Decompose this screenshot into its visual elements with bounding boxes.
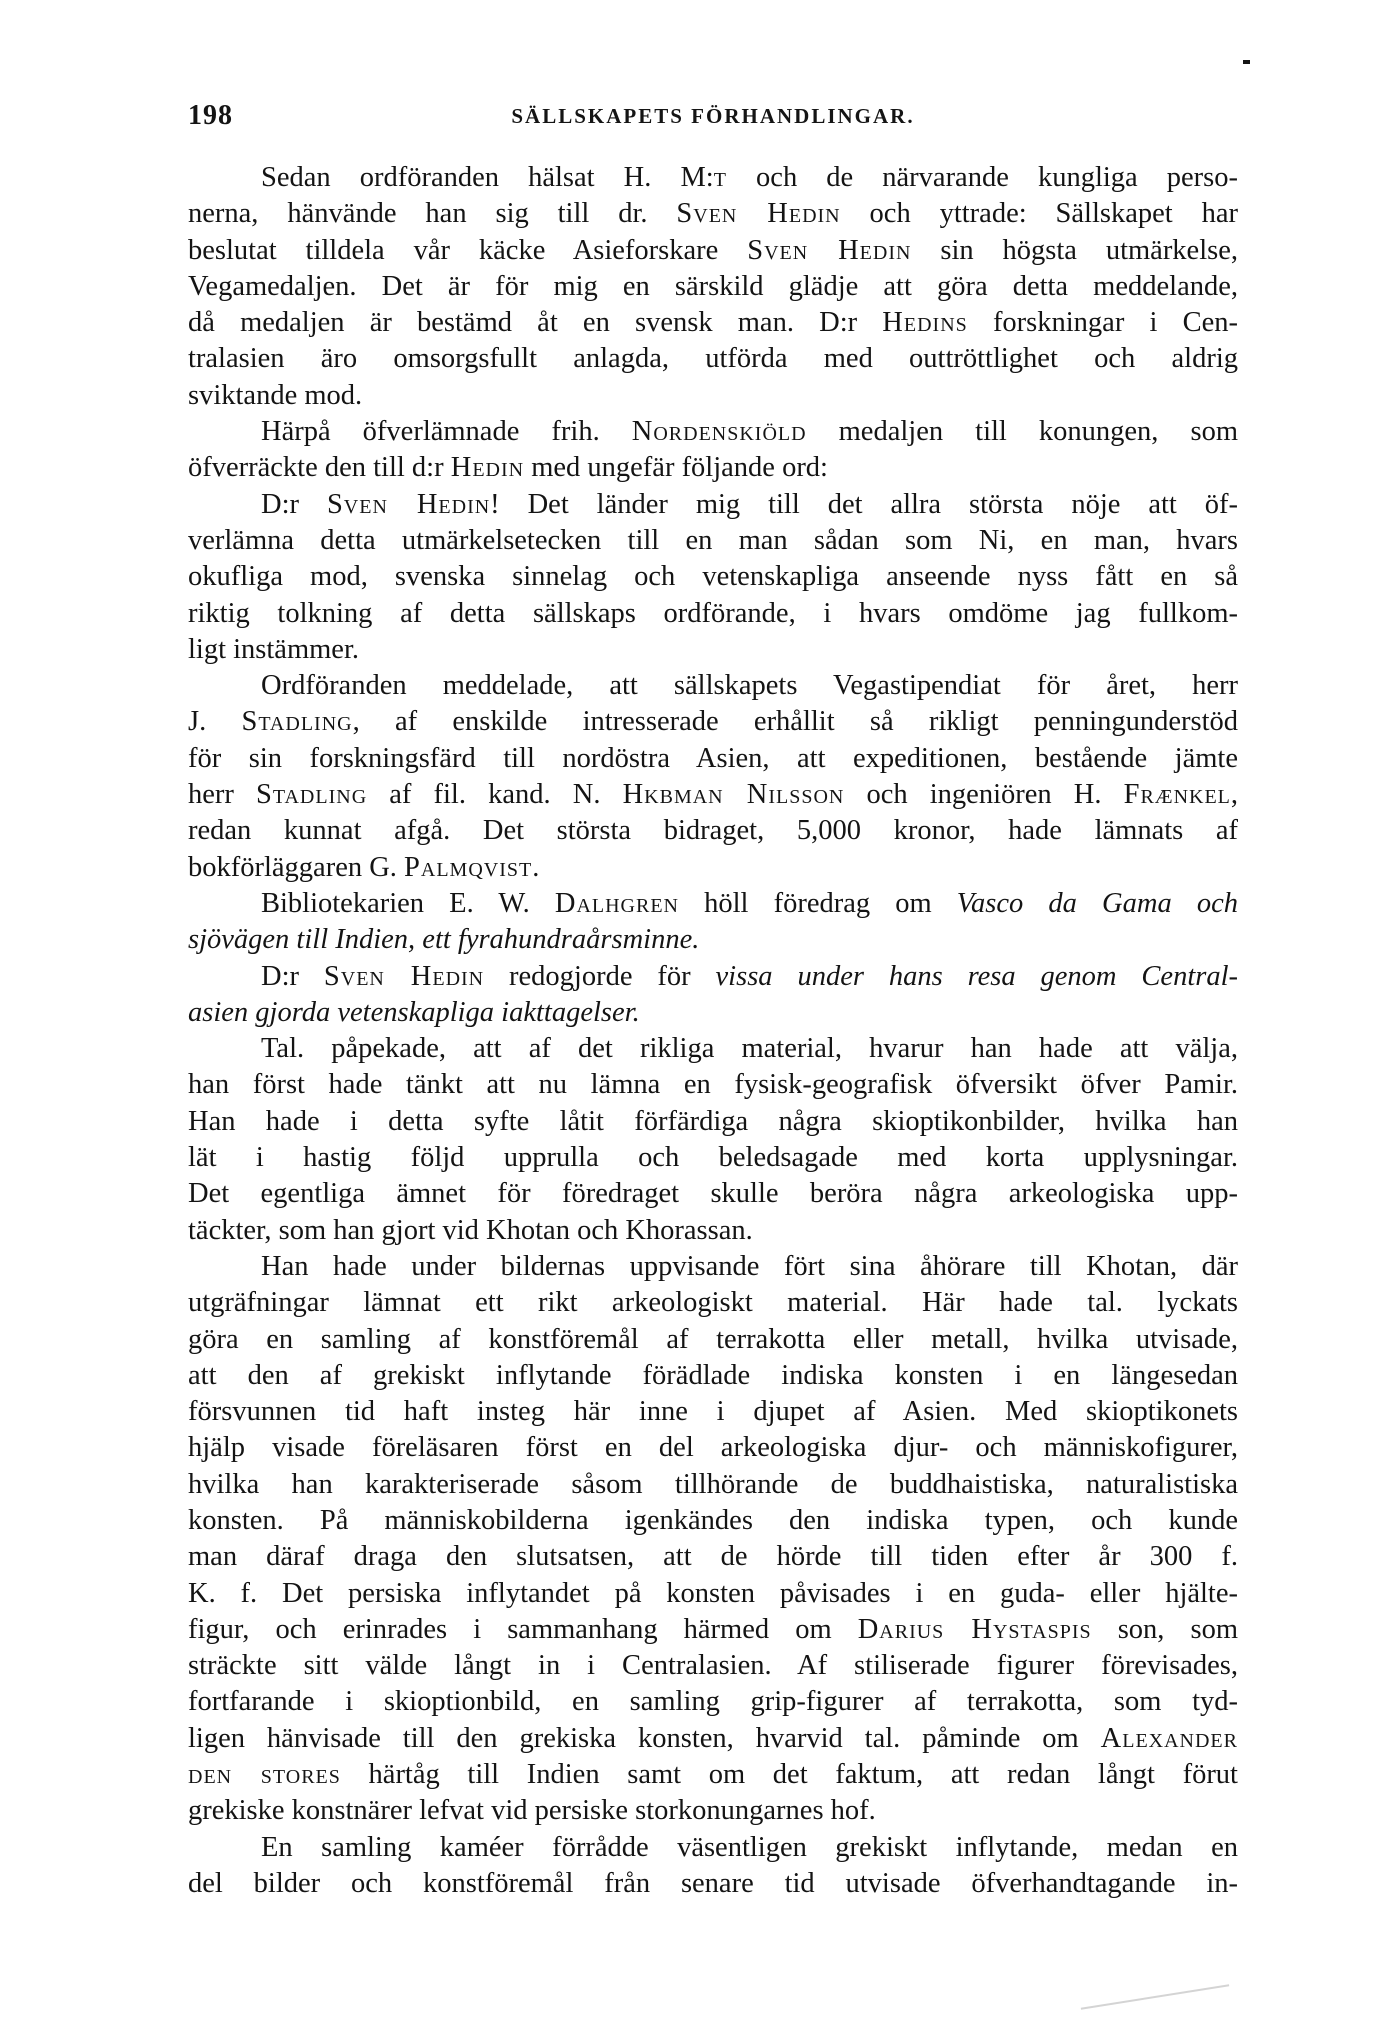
text-line bbox=[188, 1539, 1238, 1575]
text-run: sin högsta utmärkelse, bbox=[911, 234, 1238, 266]
text-run: K. f. Det persiska inflytandet på konsten påvisades i en guda- eller hjälte- bbox=[188, 1577, 1238, 1609]
text-run: verlämna detta utmärkelsetecken till en man sådan som Ni, en man, hvars bbox=[188, 524, 1238, 556]
text-run: konsten. På människobilderna igenkändes den indiska typen, och kunde bbox=[188, 1504, 1238, 1536]
name-small-caps: t bbox=[713, 162, 727, 193]
running-title: SÄLLSKAPETS FÖRHANDLINGAR. bbox=[511, 104, 915, 128]
text-line bbox=[188, 741, 1238, 777]
text-line bbox=[188, 596, 1238, 632]
name-small-caps: Stadling bbox=[241, 706, 353, 738]
text-run: nerna, hänvände han sig till dr. bbox=[188, 198, 677, 230]
text-run: ligen hänvisade till den grekiska konsten, hvarvid tal. påminde om bbox=[188, 1722, 1101, 1754]
text-run: med ungefär följande ord: bbox=[524, 452, 828, 484]
text-line bbox=[188, 160, 1238, 196]
text-line bbox=[188, 1576, 1238, 1612]
text-run: Ordföranden meddelade, att sällskapets Vegastipendiat för året, herr bbox=[261, 670, 1238, 702]
text-line bbox=[188, 813, 1238, 849]
text-run: höll föredrag om bbox=[679, 887, 957, 919]
text-line bbox=[188, 1285, 1238, 1321]
italic-text: sjövägen till Indien, ett fyrahundraårsminne. bbox=[188, 924, 700, 956]
text-run: göra en samling af konstföremål af terrakotta eller metall, hvilka utvisade, bbox=[188, 1323, 1238, 1355]
text-run: lät i hastig följd upprulla och beledsagade med korta upplysningar. bbox=[188, 1142, 1238, 1174]
text-line bbox=[188, 487, 1238, 523]
name-small-caps: Darius Hystaspis bbox=[857, 1613, 1092, 1645]
name-small-caps: Hedin bbox=[450, 452, 525, 484]
name-small-caps: Dalhgren bbox=[554, 887, 679, 919]
text-run: son, som bbox=[1091, 1613, 1238, 1645]
text-run: han först hade tänkt att nu lämna en fysisk-geografisk öfversikt öfver Pamir. bbox=[188, 1069, 1238, 1101]
text-line bbox=[188, 1612, 1238, 1648]
text-run: för sin forskningsfärd till nordöstra Asien, att expeditionen, bestående jämte bbox=[188, 742, 1238, 774]
text-line bbox=[188, 1358, 1238, 1394]
text-run: , bbox=[1230, 779, 1239, 811]
text-line bbox=[188, 196, 1238, 232]
text-line bbox=[188, 1503, 1238, 1539]
text-line bbox=[188, 1721, 1238, 1757]
text-line bbox=[188, 1249, 1238, 1285]
text-line bbox=[188, 414, 1238, 450]
text-line bbox=[188, 922, 1238, 958]
text-run: forskningar i Cen- bbox=[967, 307, 1238, 339]
text-line bbox=[188, 523, 1238, 559]
text-run: herr bbox=[188, 779, 257, 811]
text-line bbox=[188, 1104, 1238, 1140]
name-small-caps: Hedins bbox=[882, 307, 968, 339]
text-run: , af enskilde intresserade erhållit så rikligt penningunderstöd bbox=[352, 706, 1238, 738]
name-small-caps: Hkbman Nilsson bbox=[622, 779, 845, 811]
text-run: utgräfningar lämnat ett rikt arkeologiskt material. Här hade tal. lyckats bbox=[188, 1287, 1238, 1319]
text-line bbox=[188, 1067, 1238, 1103]
text-run: bokförläggaren G. bbox=[188, 851, 405, 883]
text-run: fortfarande i skioptionbild, en samling grip-figurer af terrakotta, som tyd- bbox=[188, 1686, 1238, 1718]
text-run: öfverräckte den till d:r bbox=[188, 452, 451, 484]
text-line bbox=[188, 1684, 1238, 1720]
text-run: och de närvarande kungliga perso- bbox=[726, 162, 1238, 193]
text-run: tralasien äro omsorgsfullt anlagda, utförda med outtröttlighet och aldrig bbox=[188, 343, 1238, 375]
text-run: figur, och erinrades i sammanhang härmed om bbox=[188, 1613, 858, 1645]
text-run: grekiske konstnärer lefvat vid persiske storkonungarnes hof. bbox=[188, 1795, 876, 1827]
text-line bbox=[188, 1793, 1238, 1829]
text-run: del bilder och konstföremål från senare tid utvisade öfverhandtagande in- bbox=[188, 1867, 1238, 1899]
text-run: Bibliotekarien E. W. bbox=[261, 887, 555, 919]
text-run: Han hade i detta syfte låtit förfärdiga några skioptikonbilder, hvilka han bbox=[188, 1105, 1238, 1137]
text-run: Det egentliga ämnet för föredraget skulle beröra några arkeologiska upp- bbox=[188, 1178, 1238, 1210]
name-small-caps: Palmqvist bbox=[404, 851, 533, 883]
text-run: härtåg till Indien samt om det faktum, att redan långt förut bbox=[340, 1759, 1238, 1791]
name-small-caps: Sven Hedin bbox=[747, 234, 912, 266]
text-run: riktig tolkning af detta sällskaps ordförande, i hvars omdöme jag fullkom- bbox=[188, 597, 1238, 629]
text-line bbox=[188, 1430, 1238, 1466]
text-line bbox=[188, 1031, 1238, 1067]
text-run: redan kunnat afgå. Det största bidraget, 5,000 kronor, hade lämnats af bbox=[188, 815, 1238, 847]
text-line bbox=[188, 378, 1238, 414]
text-line bbox=[188, 233, 1238, 269]
text-line bbox=[188, 1757, 1238, 1793]
name-small-caps: Sven Hedin bbox=[323, 960, 485, 992]
text-line bbox=[188, 1394, 1238, 1430]
text-run: Han hade under bildernas uppvisande fört sina åhörare till Khotan, där bbox=[261, 1250, 1238, 1282]
text-run: redogjorde för bbox=[484, 960, 716, 992]
page-header bbox=[188, 100, 1238, 140]
italic-text: vissa under hans resa genom Central- bbox=[715, 960, 1238, 992]
name-small-caps: Frænkel bbox=[1123, 779, 1231, 811]
name-small-caps: Alexander bbox=[1100, 1722, 1238, 1754]
text-run: . bbox=[532, 851, 540, 883]
text-run: försvunnen tid haft insteg här inne i djupet af Asien. Med skioptikonets bbox=[188, 1396, 1238, 1428]
name-small-caps: Stadling bbox=[256, 779, 368, 811]
text-run: man däraf draga den slutsatsen, att de hörde till tiden efter år 300 f. bbox=[188, 1541, 1238, 1573]
text-line bbox=[188, 1648, 1238, 1684]
name-small-caps: Sven Hedin bbox=[326, 488, 491, 520]
text-run: D:r bbox=[261, 488, 327, 520]
text-run: okufliga mod, svenska sinnelag och vetenskapliga anseende nyss fått en så bbox=[188, 561, 1238, 593]
text-line bbox=[188, 341, 1238, 377]
text-line bbox=[188, 777, 1238, 813]
text-line bbox=[188, 1467, 1238, 1503]
text-line bbox=[188, 1866, 1238, 1902]
text-run: sträckte sitt välde långt in i Centralasien. Af stiliserade figurer förevisades, bbox=[188, 1650, 1238, 1682]
text-run: hvilka han karakteriserade såsom tillhörande de buddhaistiska, naturalistiska bbox=[188, 1468, 1238, 1500]
page-smudge-line bbox=[1081, 1984, 1229, 2009]
text-run: sviktande mod. bbox=[188, 379, 363, 411]
text-line bbox=[188, 886, 1238, 922]
text-line bbox=[188, 959, 1238, 995]
text-run: täckter, som han gjort vid Khotan och Khorassan. bbox=[188, 1214, 753, 1246]
text-run: hjälp visade föreläsaren först en del arkeologiska djur- och människofigurer, bbox=[188, 1432, 1238, 1464]
text-line bbox=[188, 1830, 1238, 1866]
text-run: ligt instämmer. bbox=[188, 633, 359, 665]
print-speck bbox=[1243, 60, 1250, 64]
italic-text: asien gjorda vetenskapliga iakttagelser. bbox=[188, 996, 640, 1028]
text-line bbox=[188, 632, 1238, 668]
text-run: ! Det länder mig till det allra största nöje att öf- bbox=[490, 488, 1238, 520]
text-run: och ingeniören H. bbox=[844, 779, 1124, 811]
text-run: Härpå öfverlämnade frih. bbox=[261, 416, 632, 448]
body-text bbox=[188, 160, 1238, 1902]
text-line bbox=[188, 1176, 1238, 1212]
text-line bbox=[188, 269, 1238, 305]
text-run: och yttrade: Sällskapet har bbox=[840, 198, 1238, 230]
page-number: 198 bbox=[188, 100, 233, 131]
text-run: då medaljen är bestämd åt en svensk man. D:r bbox=[188, 307, 883, 339]
text-run: beslutat tilldela vår käcke Asieforskare bbox=[188, 234, 748, 266]
text-line bbox=[188, 704, 1238, 740]
text-run: Vegamedaljen. Det är för mig en särskild glädje att göra detta meddelande, bbox=[188, 270, 1238, 302]
name-small-caps: Nordenskiöld bbox=[631, 416, 807, 448]
text-run: af fil. kand. N. bbox=[367, 779, 623, 811]
text-run: D:r bbox=[261, 960, 324, 992]
text-line bbox=[188, 1322, 1238, 1358]
text-line bbox=[188, 995, 1238, 1031]
text-run: En samling kaméer förrådde väsentligen grekiskt inflytande, medan en bbox=[261, 1831, 1238, 1863]
italic-text: Vasco da Gama och bbox=[956, 887, 1238, 919]
text-line bbox=[188, 668, 1238, 704]
text-line bbox=[188, 1140, 1238, 1176]
text-line bbox=[188, 1213, 1238, 1249]
text-run: J. bbox=[188, 706, 242, 738]
text-run: Tal. påpekade, att af det rikliga material, hvarur han hade att välja, bbox=[261, 1033, 1238, 1065]
text-run: medaljen till konungen, som bbox=[806, 416, 1238, 448]
name-small-caps: den stores bbox=[188, 1759, 341, 1791]
text-line bbox=[188, 850, 1238, 886]
name-small-caps: Sven Hedin bbox=[676, 198, 841, 230]
text-run: Sedan ordföranden hälsat H. M: bbox=[261, 162, 714, 193]
text-run: att den af grekiskt inflytande förädlade indiska konsten i en längesedan bbox=[188, 1359, 1238, 1391]
text-line bbox=[188, 305, 1238, 341]
text-line bbox=[188, 559, 1238, 595]
text-line bbox=[188, 450, 1238, 486]
